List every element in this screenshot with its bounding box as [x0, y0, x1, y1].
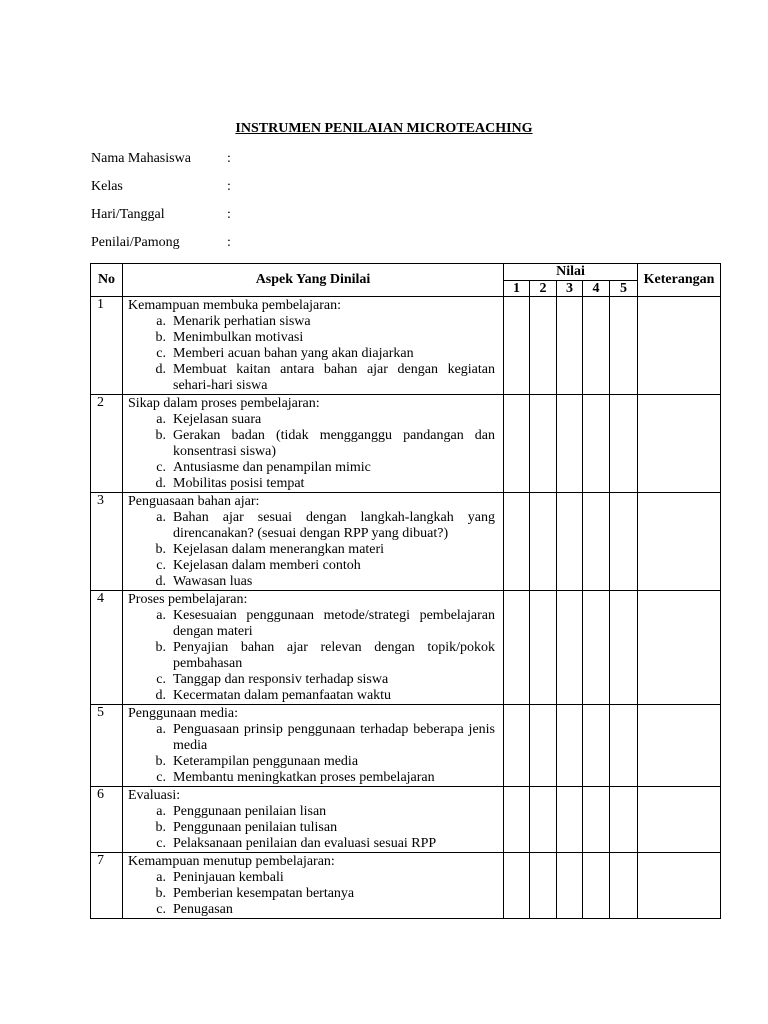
field-separator: : [227, 151, 231, 166]
aspect-heading: Sikap dalam proses pembelajaran: [128, 396, 320, 411]
score-cell-1[interactable] [504, 395, 530, 493]
aspect-items [128, 870, 495, 918]
item-marker: b. [155, 330, 166, 345]
row-number: 6 [91, 787, 123, 853]
item-text: Wawasan luas [173, 574, 253, 589]
aspect-heading: Penguasaan bahan ajar: [128, 494, 260, 509]
list-item [128, 820, 495, 836]
document-title: INSTRUMEN PENILAIAN MICROTEACHING [235, 121, 533, 136]
list-item [128, 510, 495, 542]
assessment-table [90, 263, 721, 919]
table-row [91, 591, 721, 705]
score-cell-2[interactable] [530, 853, 557, 919]
item-marker: a. [156, 870, 166, 885]
table-row [91, 395, 721, 493]
aspect-heading: Penggunaan media: [128, 706, 239, 721]
score-cell-2[interactable] [530, 705, 557, 787]
item-text: Peninjauan kembali [173, 870, 284, 885]
list-item [128, 330, 495, 346]
item-marker: c. [156, 558, 166, 573]
table-row [91, 705, 721, 787]
score-cell-5[interactable] [610, 591, 638, 705]
header-aspek: Aspek Yang Dinilai [123, 264, 504, 297]
header-no: No [91, 264, 123, 297]
aspect-heading: Kemampuan membuka pembelajaran: [128, 298, 342, 313]
field-nama-mahasiswa [91, 151, 231, 167]
table-row [91, 297, 721, 395]
aspect-items [128, 608, 495, 704]
row-number: 5 [91, 705, 123, 787]
item-marker: b. [155, 820, 166, 835]
item-text: Menimbulkan motivasi [173, 330, 304, 345]
item-text: Penggunaan penilaian tulisan [173, 820, 338, 835]
row-number: 4 [91, 591, 123, 705]
list-item [128, 476, 495, 492]
item-marker: c. [156, 836, 166, 851]
score-cell-5[interactable] [610, 297, 638, 395]
list-item [128, 362, 495, 394]
item-marker: c. [156, 460, 166, 475]
item-text: Penugasan [173, 902, 233, 917]
item-marker: c. [156, 902, 166, 917]
aspect-items [128, 510, 495, 590]
score-cell-4[interactable] [583, 297, 610, 395]
item-marker: d. [155, 688, 166, 703]
list-item [128, 870, 495, 886]
field-label: Kelas [91, 179, 123, 194]
item-text: Membuat kaitan antara bahan ajar dengan kegiatan sehari-hari siswa [173, 362, 495, 393]
item-marker: a. [156, 722, 166, 737]
row-number: 1 [91, 297, 123, 395]
item-text: Penyajian bahan ajar relevan dengan topik/pokok pembahasan [173, 640, 495, 671]
aspect-heading: Proses pembelajaran: [128, 592, 248, 607]
score-header-3: 3 [557, 281, 583, 297]
row-number: 3 [91, 493, 123, 591]
score-cell-5[interactable] [610, 853, 638, 919]
keterangan-cell[interactable] [638, 853, 721, 919]
item-text: Kejelasan dalam menerangkan materi [173, 542, 385, 557]
item-text: Pelaksanaan penilaian dan evaluasi sesuai RPP [173, 836, 437, 851]
score-cell-1[interactable] [504, 493, 530, 591]
item-text: Membantu meningkatkan proses pembelajaran [173, 770, 435, 785]
score-cell-2[interactable] [530, 591, 557, 705]
list-item [128, 770, 495, 786]
list-item [128, 428, 495, 460]
aspect-items [128, 314, 495, 394]
aspect-cell [123, 395, 504, 493]
list-item [128, 412, 495, 428]
field-separator: : [227, 235, 231, 250]
row-number: 7 [91, 853, 123, 919]
score-header-5: 5 [610, 281, 638, 297]
list-item [128, 902, 495, 918]
item-marker: b. [155, 640, 166, 655]
item-text: Menarik perhatian siswa [173, 314, 311, 329]
item-marker: d. [155, 476, 166, 491]
list-item [128, 542, 495, 558]
item-marker: d. [155, 574, 166, 589]
field-separator: : [227, 179, 231, 194]
aspect-heading: Kemampuan menutup pembelajaran: [128, 854, 335, 869]
list-item [128, 886, 495, 902]
item-text: Antusiasme dan penampilan mimic [173, 460, 371, 475]
score-cell-4[interactable] [583, 591, 610, 705]
item-marker: c. [156, 672, 166, 687]
field-label: Nama Mahasiswa [91, 151, 191, 166]
field-label: Hari/Tanggal [91, 207, 165, 222]
score-cell-3[interactable] [557, 297, 583, 395]
score-header-1: 1 [504, 281, 530, 297]
item-text: Penggunaan penilaian lisan [173, 804, 327, 819]
score-cell-5[interactable] [610, 493, 638, 591]
table-row [91, 853, 721, 919]
item-marker: a. [156, 608, 166, 623]
item-text: Memberi acuan bahan yang akan diajarkan [173, 346, 414, 361]
aspect-items [128, 722, 495, 786]
score-cell-4[interactable] [583, 705, 610, 787]
list-item [128, 754, 495, 770]
list-item [128, 640, 495, 672]
list-item [128, 558, 495, 574]
item-marker: d. [155, 362, 166, 377]
score-cell-5[interactable] [610, 705, 638, 787]
list-item [128, 672, 495, 688]
aspect-items [128, 804, 495, 852]
item-text: Bahan ajar sesuai dengan langkah-langkah yang direncanakan? (sesuai dengan RPP yang dibuat?) [173, 510, 495, 541]
aspect-cell [123, 853, 504, 919]
header-nilai: Nilai [504, 264, 638, 281]
score-cell-3[interactable] [557, 853, 583, 919]
field-label: Penilai/Pamong [91, 235, 180, 250]
score-cell-2[interactable] [530, 297, 557, 395]
score-header-4: 4 [583, 281, 610, 297]
score-cell-3[interactable] [557, 395, 583, 493]
table-row [91, 493, 721, 591]
score-cell-4[interactable] [583, 787, 610, 853]
score-header-2: 2 [530, 281, 557, 297]
aspect-items [128, 412, 495, 492]
list-item [128, 460, 495, 476]
item-marker: b. [155, 428, 166, 443]
aspect-cell [123, 705, 504, 787]
aspect-heading: Evaluasi: [128, 788, 181, 803]
score-cell-1[interactable] [504, 705, 530, 787]
list-item [128, 722, 495, 754]
keterangan-cell[interactable] [638, 395, 721, 493]
score-cell-4[interactable] [583, 493, 610, 591]
item-text: Kecermatan dalam pemanfaatan waktu [173, 688, 392, 703]
score-cell-5[interactable] [610, 395, 638, 493]
header-keterangan: Keterangan [638, 264, 721, 297]
score-cell-1[interactable] [504, 591, 530, 705]
item-text: Kejelasan suara [173, 412, 262, 427]
keterangan-cell[interactable] [638, 705, 721, 787]
score-cell-1[interactable] [504, 853, 530, 919]
item-marker: c. [156, 346, 166, 361]
list-item [128, 608, 495, 640]
keterangan-cell[interactable] [638, 297, 721, 395]
score-cell-3[interactable] [557, 787, 583, 853]
keterangan-cell[interactable] [638, 787, 721, 853]
score-cell-2[interactable] [530, 493, 557, 591]
list-item [128, 804, 495, 820]
score-cell-5[interactable] [610, 787, 638, 853]
list-item [128, 688, 495, 704]
score-cell-2[interactable] [530, 787, 557, 853]
item-text: Gerakan badan (tidak mengganggu pandangan dan konsentrasi siswa) [173, 428, 495, 459]
score-cell-1[interactable] [504, 787, 530, 853]
score-cell-1[interactable] [504, 297, 530, 395]
row-number: 2 [91, 395, 123, 493]
table-body [91, 297, 721, 919]
field-separator: : [227, 207, 231, 222]
list-item [128, 314, 495, 330]
aspect-cell [123, 591, 504, 705]
aspect-cell [123, 297, 504, 395]
item-text: Kesesuaian penggunaan metode/strategi pembelajaran dengan materi [173, 608, 495, 639]
item-marker: b. [155, 886, 166, 901]
score-cell-3[interactable] [557, 493, 583, 591]
item-text: Keterampilan penggunaan media [173, 754, 359, 769]
item-marker: a. [156, 510, 166, 525]
item-text: Mobilitas posisi tempat [173, 476, 305, 491]
score-cell-2[interactable] [530, 395, 557, 493]
item-marker: b. [155, 542, 166, 557]
score-cell-4[interactable] [583, 395, 610, 493]
score-cell-3[interactable] [557, 591, 583, 705]
item-marker: b. [155, 754, 166, 769]
field-hari-tanggal [91, 207, 231, 223]
list-item [128, 836, 495, 852]
table-row [91, 787, 721, 853]
item-text: Kejelasan dalam memberi contoh [173, 558, 361, 573]
item-text: Tanggap dan responsiv terhadap siswa [173, 672, 389, 687]
item-marker: a. [156, 314, 166, 329]
item-marker: a. [156, 412, 166, 427]
keterangan-cell[interactable] [638, 493, 721, 591]
field-penilai-pamong [91, 235, 231, 251]
aspect-cell [123, 787, 504, 853]
item-marker: a. [156, 804, 166, 819]
keterangan-cell[interactable] [638, 591, 721, 705]
item-text: Pemberian kesempatan bertanya [173, 886, 355, 901]
item-text: Penguasaan prinsip penggunaan terhadap beberapa jenis media [173, 722, 495, 753]
item-marker: c. [156, 770, 166, 785]
field-kelas [91, 179, 231, 195]
list-item [128, 346, 495, 362]
score-cell-4[interactable] [583, 853, 610, 919]
list-item [128, 574, 495, 590]
score-cell-3[interactable] [557, 705, 583, 787]
aspect-cell [123, 493, 504, 591]
